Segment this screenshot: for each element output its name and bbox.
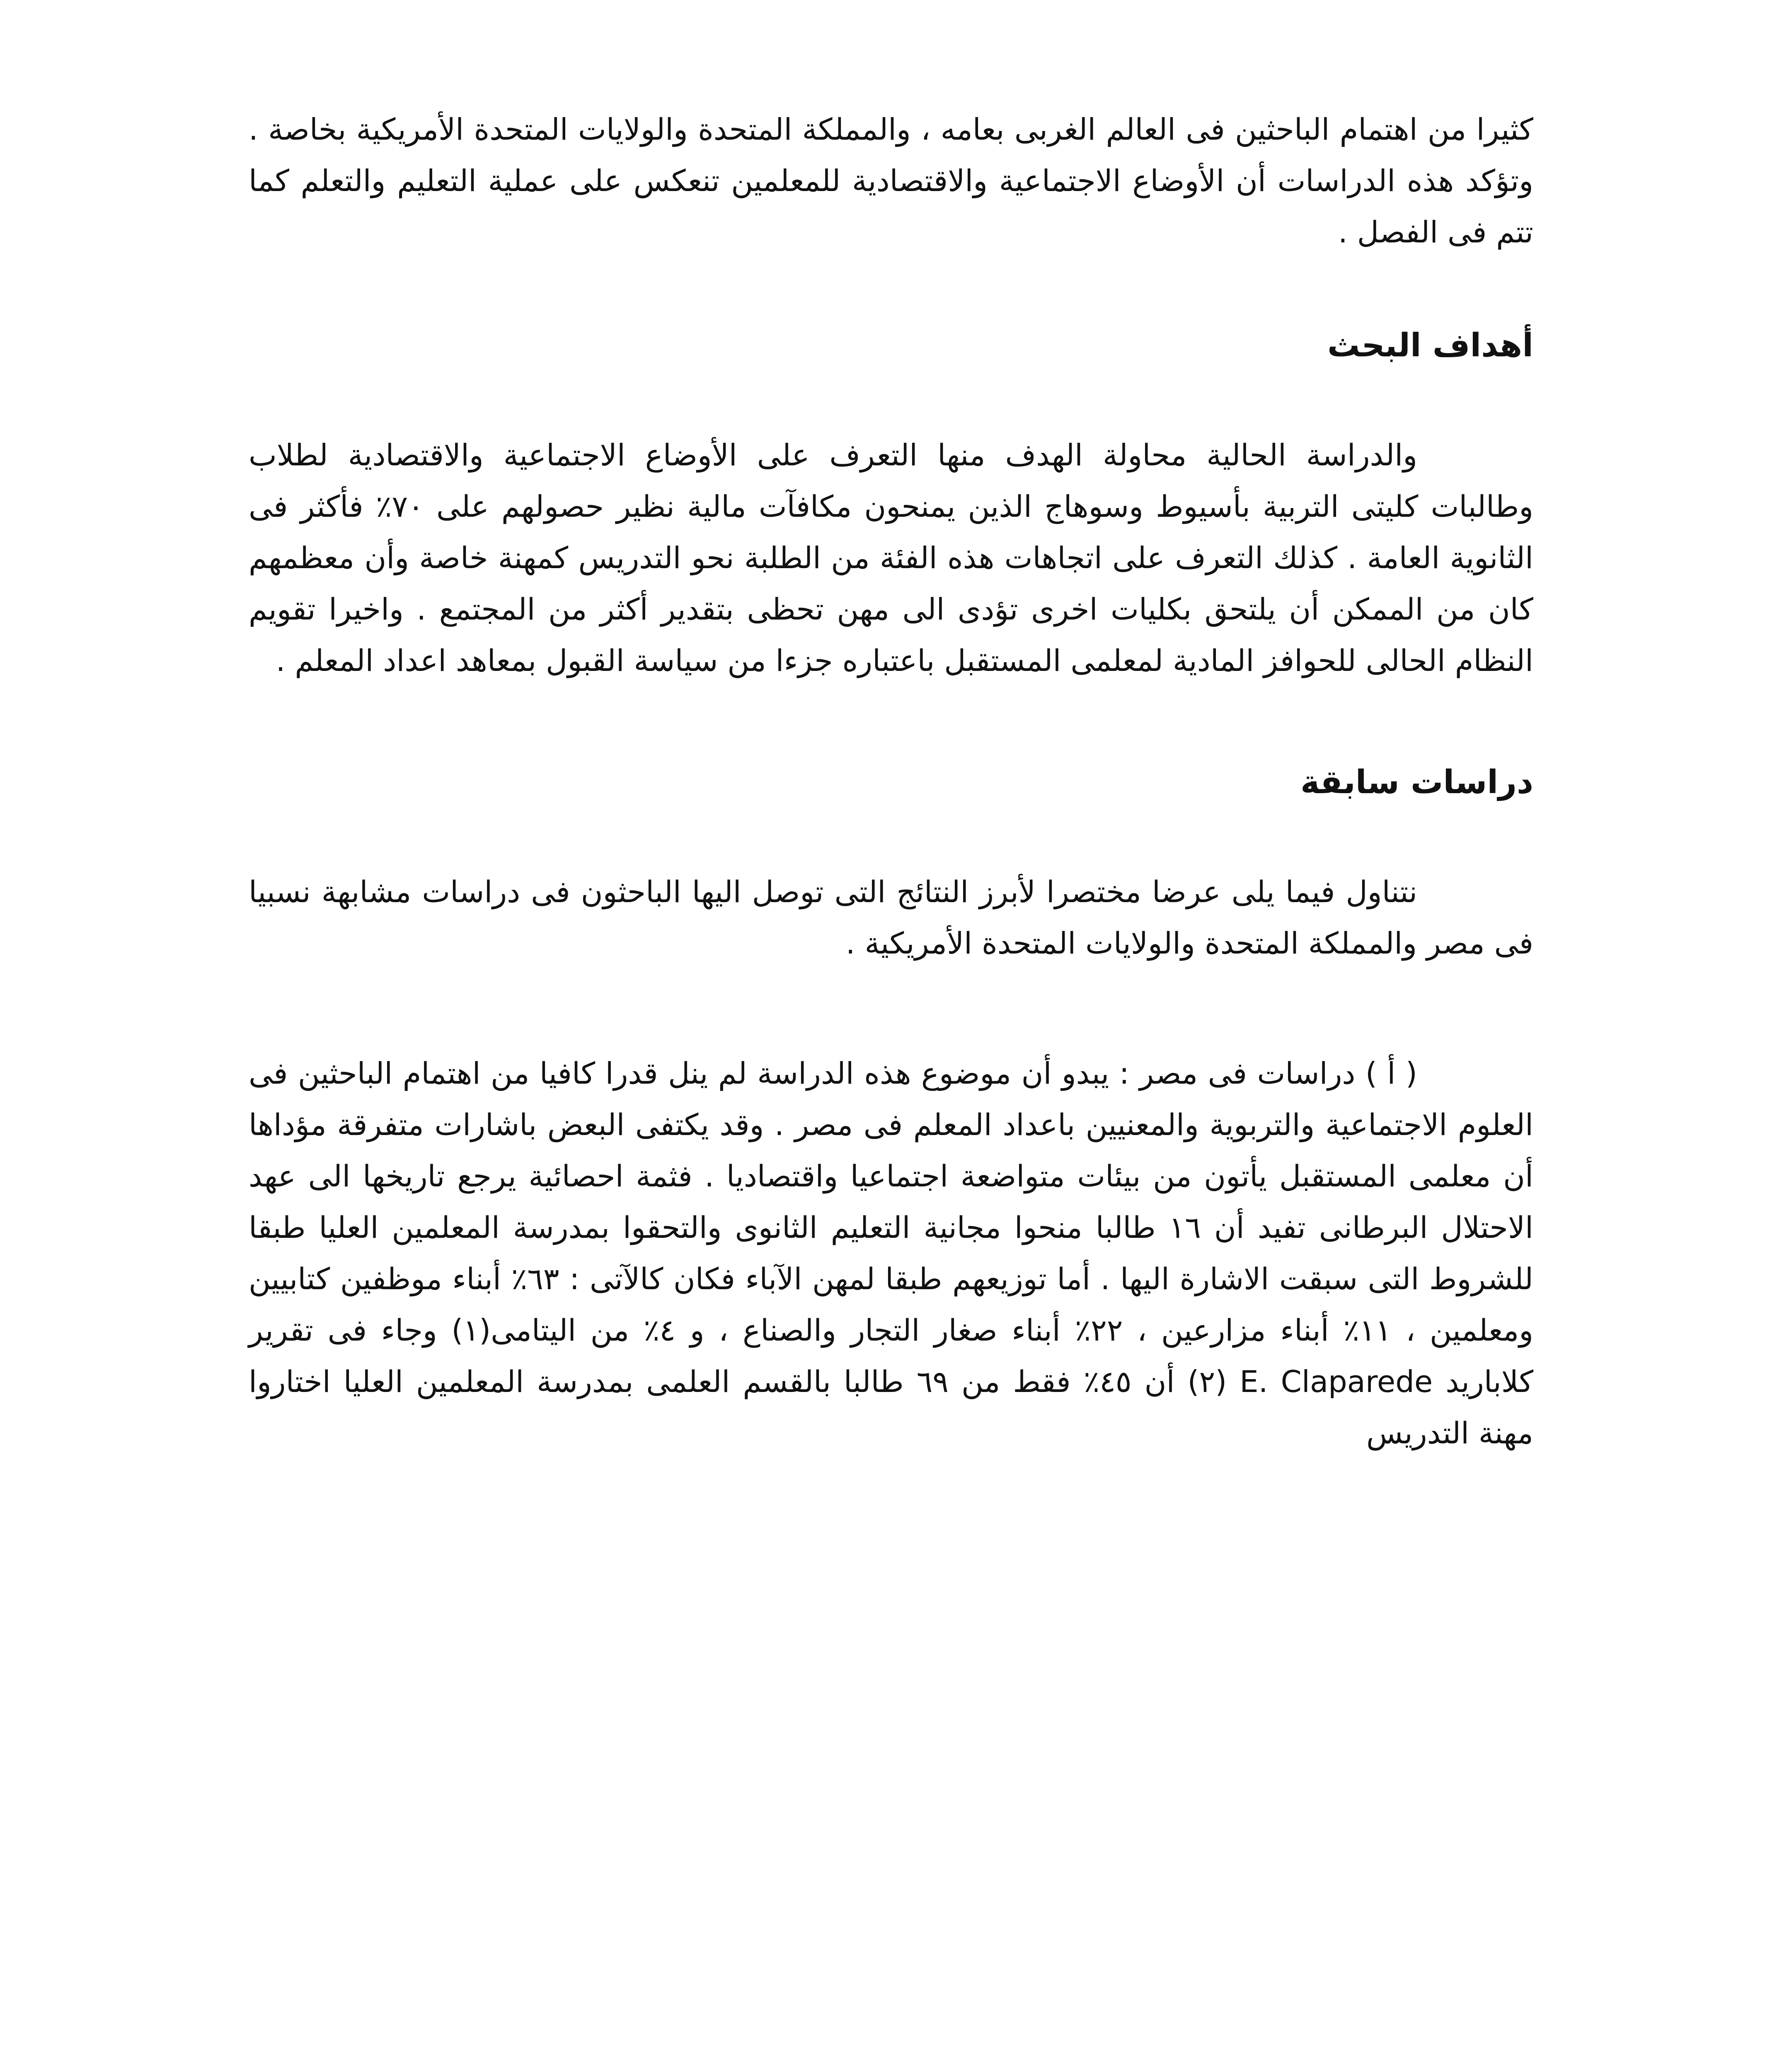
previous-studies-paragraph-1: نتناول فيما يلى عرضا مختصرا لأبرز النتائج التى توصل اليها الباحثون فى دراسات مشابهة نسبيا فى مصر والمملكة المتحدة والولايات المتحدة الأمريكية .	[249, 874, 1533, 961]
previous-studies-paragraph-2: ( أ ) دراسات فى مصر : يبدو أن موضوع هذه الدراسة لم ينل قدرا كافيا من اهتمام الباحثين فى العلوم الاجتماعية والتربوية والمعنيين باعداد المعلم فى مصر . وقد يكتفى البعض باشارات متفرقة مؤداها أن معلمى المستقبل يأتون من بيئات متواضعة اجتماعيا واقتصاديا . فثمة احصائية يرجع تاريخها الى عهد الاحتلال البرطانى تفيد أن ١٦ طالبا منحوا مجانية التعليم الثانوى والتحقوا بمدرسة المعلمين العليا طبقا للشروط التى سبقت الاشارة اليها . أما توزيعهم طبقا لمهن الآباء فكان كالآتى : ٦٣٪ أبناء موظفين كتابيين ومعلمين ، ١١٪ أبناء مزارعين ، ٢٢٪ أبناء صغار التجار والصناع ، و ٤٪ من اليتامى(١) وجاء فى تقرير كلاباريد E. Claparede (٢) أن ٤٥٪ فقط من ٦٩ طالبا بالقسم العلمى بمدرسة المعلمين العليا اختاروا مهنة التدريس	[249, 1056, 1534, 1450]
document-page	[249, 104, 1533, 2072]
objectives-paragraph: والدراسة الحالية محاولة الهدف منها التعرف على الأوضاع الاجتماعية والاقتصادية لطلاب وطالبات كليتى التربية بأسيوط وسوهاج الذين يمنحون مكافآت مالية نظير حصولهم على ٧٠٪ فأكثر فى الثانوية العامة . كذلك التعرف على اتجاهات هذه الفئة من الطلبة نحو التدريس كمهنة خاصة وأن معظمهم كان من الممكن أن يلتحق بكليات اخرى تؤدى الى مهن تحظى بتقدير أكثر من المجتمع . واخيرا تقويم النظام الحالى للحوافز المادية لمعلمى المستقبل باعتباره جزءا من سياسة القبول بمعاهد اعداد المعلم .	[249, 438, 1533, 678]
intro-paragraph: كثيرا من اهتمام الباحثين فى العالم الغربى بعامه ، والمملكة المتحدة والولايات المتحدة الأمريكية بخاصة . وتؤكد هذه الدراسات أن الأوضاع الاجتماعية والاقتصادية للمعلمين تنعكس على عملية التعليم والتعلم كما تتم فى الفصل .	[249, 112, 1533, 249]
objectives-heading: أهداف البحث	[1327, 327, 1533, 364]
previous-studies-heading: دراسات سابقة	[1300, 764, 1533, 801]
